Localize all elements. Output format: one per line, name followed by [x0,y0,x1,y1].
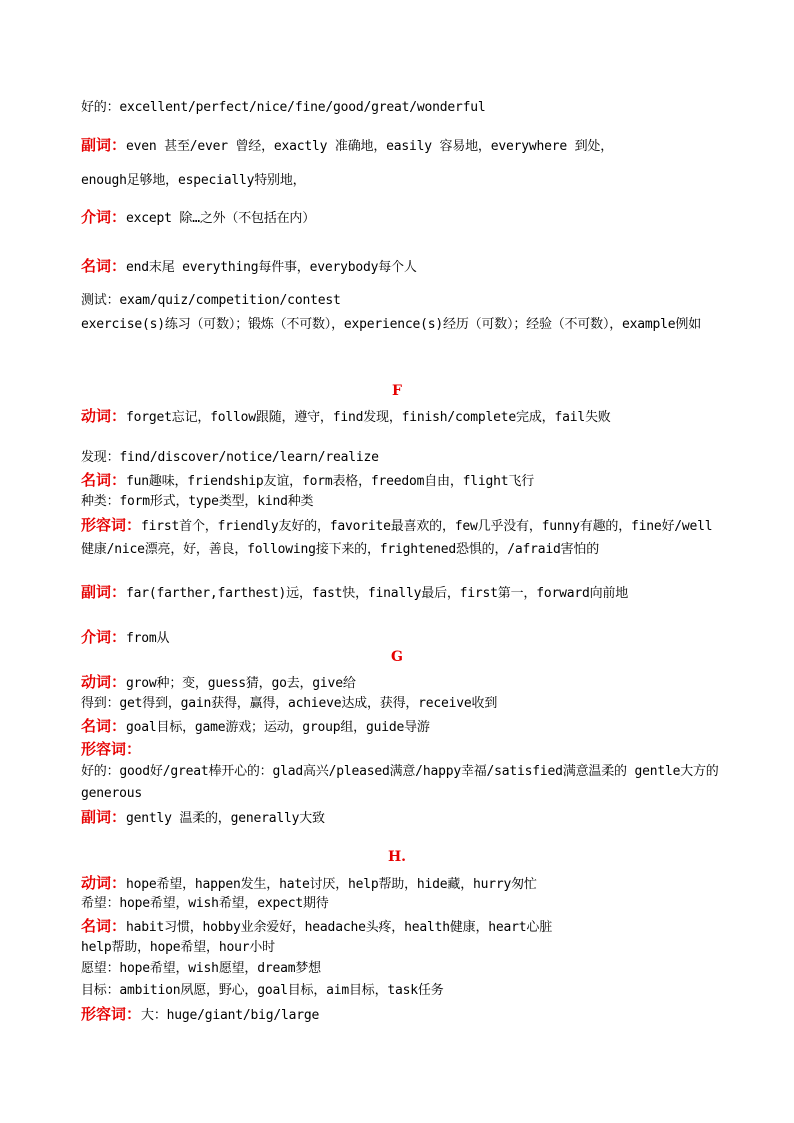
pos-label-noun: 名词： [81,717,127,735]
noun-line-e: 名词：end末尾 everything每件事，everybody每个人 [81,257,417,275]
verb-line-h: 动词：hope希望，happen发生，hate讨厌，help帮助，hide藏，hurry匆忙 [81,874,537,892]
text-line-exercise: exercise(s)练习（可数）；锻炼（不可数），experience(s)经历（可数）；经验（不可数），example例如 [81,317,702,332]
pos-label-verb: 动词： [81,673,127,691]
pos-label-noun: 名词： [81,257,127,275]
adjective-line-h: 形容词：大：huge/giant/big/large [81,1005,320,1023]
pos-label-adjective: 形容词： [81,516,142,534]
verb-line-f: 动词：forget忘记，follow跟随，遵守，find发现，finish/complete完成，fail失败 [81,407,611,425]
letter-heading-g: G [391,649,403,665]
text-line-test: 测试：exam/quiz/competition/contest [81,293,341,308]
letter-heading-f: F [392,383,402,399]
text-line-goal: 目标：ambition夙愿，野心，goal目标，aim目标，task任务 [81,983,444,998]
pos-label-verb: 动词： [81,407,127,425]
text-line-enough: enough足够地，especially特别地， [81,173,306,188]
adjective-line-g [81,738,724,762]
text-line-help: help帮助，hope希望，hour小时 [81,940,275,955]
pos-label-adjective: 形容词： [81,740,142,758]
pos-label-adjective: 形容词： [81,1005,142,1023]
pos-label-adverb: 副词： [81,136,127,154]
pos-label-verb: 动词： [81,874,127,892]
letter-heading-h: H. [387,849,407,865]
text-line-wish: 愿望：hope希望，wish愿望，dream梦想 [81,961,321,976]
adverb-line-f: 副词：far(farther,farthest)远，fast快，finally最后，first第一，forward向前地 [81,583,628,601]
adverb-line-e: 副词：even 甚至/ever 曾经，exactly 准确地，easily 容易地，everywhere 到处， [81,136,614,154]
pos-label-noun: 名词： [81,917,127,935]
pos-label-preposition: 介词： [81,208,127,226]
preposition-line-f: 介词：from从 [81,628,170,646]
text-line-good-glad: 好的：good好/great棒开心的：glad高兴/pleased满意/happy幸福/satisfied满意温柔的 gentle大方的 generous [81,764,719,801]
adjective-line-f: 形容词：first首个，friendly友好的，favorite最喜欢的，few几乎没有，funny有趣的，fine好/well健康/nice漂亮，好，善良，following接下来的，frightened恐惧的，/afraid害怕的 [81,516,713,557]
pos-label-adverb: 副词： [81,583,127,601]
pos-label-noun: 名词： [81,471,127,489]
pos-label-preposition: 介词： [81,628,127,646]
text-line-obtain: 得到：get得到，gain获得，赢得，achieve达成，获得，receive收到 [81,696,498,711]
text-line-discover: 发现：find/discover/notice/learn/realize [81,450,379,465]
pos-label-adverb: 副词： [81,808,127,826]
text-line-good-synonyms: 好的：excellent/perfect/nice/fine/good/great/wonderful [81,100,486,115]
text-line-kinds: 种类：form形式，type类型，kind种类 [81,494,314,509]
adverb-line-g: 副词：gently 温柔的，generally大致 [81,808,325,826]
noun-line-g: 名词：goal目标，game游戏；运动，group组，guide导游 [81,717,430,735]
preposition-line-e: 介词：except 除…之外（不包括在内） [81,208,316,226]
noun-line-f: 名词：fun趣味，friendship友谊，form表格，freedom自由，flight飞行 [81,471,535,489]
verb-line-g: 动词：grow种；变，guess猜，go去，give给 [81,673,356,691]
text-line-hope: 希望：hope希望，wish希望，expect期待 [81,896,329,911]
noun-line-h: 名词：habit习惯，hobby业余爱好，headache头疼，health健康，heart心脏 [81,917,552,935]
